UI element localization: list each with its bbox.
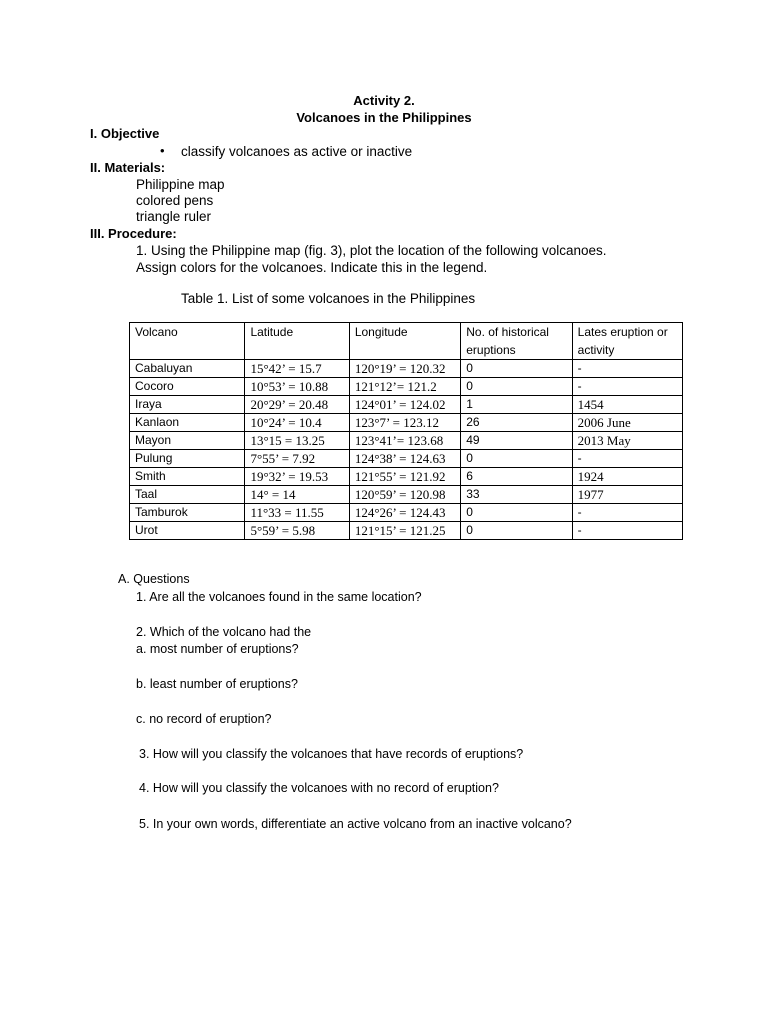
volcano-name: Cabaluyan <box>130 360 245 378</box>
longitude-cell: 124°01’ = 124.02 <box>349 396 460 414</box>
eruptions-cell: 49 <box>461 432 572 450</box>
table-header-row <box>130 323 683 360</box>
eruptions-cell: 26 <box>461 414 572 432</box>
table-row <box>130 396 683 414</box>
longitude-cell: 121°55’ = 121.92 <box>349 468 460 486</box>
longitude-cell: 120°19’ = 120.32 <box>349 360 460 378</box>
volcano-name: Mayon <box>130 432 245 450</box>
procedure-step-1: 1. Using the Philippine map (fig. 3), plot the location of the following volcanoes. <box>136 243 607 258</box>
latitude-cell: 14° = 14 <box>245 486 349 504</box>
questions-heading: A. Questions <box>118 572 190 586</box>
latitude-cell: 7°55’ = 7.92 <box>245 450 349 468</box>
question-4: 4. How will you classify the volcanoes with no record of eruption? <box>139 781 499 795</box>
volcano-name: Smith <box>130 468 245 486</box>
page-title: Volcanoes in the Philippines <box>296 110 472 125</box>
latest-eruption-cell: 2006 June <box>572 414 682 432</box>
question-2c: c. no record of eruption? <box>136 712 272 726</box>
latest-eruption-cell: - <box>572 522 682 540</box>
volcano-name: Taal <box>130 486 245 504</box>
eruptions-cell: 33 <box>461 486 572 504</box>
material-item: Philippine map <box>136 177 225 192</box>
material-item: triangle ruler <box>136 209 212 224</box>
latest-eruption-cell: 2013 May <box>572 432 682 450</box>
eruptions-cell: 0 <box>461 450 572 468</box>
latitude-cell: 11°33 = 11.55 <box>245 504 349 522</box>
volcano-name: Iraya <box>130 396 245 414</box>
longitude-cell: 124°26’ = 124.43 <box>349 504 460 522</box>
eruptions-cell: 0 <box>461 360 572 378</box>
latitude-cell: 10°24’ = 10.4 <box>245 414 349 432</box>
eruptions-cell: 0 <box>461 378 572 396</box>
volcano-name: Tamburok <box>130 504 245 522</box>
latitude-cell: 19°32’ = 19.53 <box>245 468 349 486</box>
volcano-name: Cocoro <box>130 378 245 396</box>
latest-eruption-cell: - <box>572 378 682 396</box>
table-row <box>130 450 683 468</box>
materials-heading: II. Materials: <box>90 160 166 175</box>
volcano-name: Pulung <box>130 450 245 468</box>
latitude-cell: 15°42’ = 15.7 <box>245 360 349 378</box>
eruptions-cell: 0 <box>461 522 572 540</box>
question-2: 2. Which of the volcano had the <box>136 625 312 639</box>
objective-item: classify volcanoes as active or inactive <box>181 144 413 159</box>
table-row <box>130 486 683 504</box>
table-row <box>130 504 683 522</box>
latest-eruption-cell: - <box>572 450 682 468</box>
table-row <box>130 414 683 432</box>
table-row <box>130 378 683 396</box>
bullet-icon: • <box>160 143 165 158</box>
column-header: Lates eruption or activity <box>572 323 682 360</box>
material-item: colored pens <box>136 193 214 208</box>
latitude-cell: 13°15 = 13.25 <box>245 432 349 450</box>
latest-eruption-cell: - <box>572 360 682 378</box>
table-row <box>130 360 683 378</box>
table-row <box>130 522 683 540</box>
question-1: 1. Are all the volcanoes found in the same location? <box>136 590 422 604</box>
longitude-cell: 123°41’= 123.68 <box>349 432 460 450</box>
question-2b: b. least number of eruptions? <box>136 677 298 691</box>
column-header: Volcano <box>130 323 245 360</box>
longitude-cell: 121°12’= 121.2 <box>349 378 460 396</box>
column-header: No. of historical eruptions <box>461 323 572 360</box>
procedure-heading: III. Procedure: <box>90 226 177 241</box>
objective-heading: I. Objective <box>90 126 160 141</box>
eruptions-cell: 1 <box>461 396 572 414</box>
latest-eruption-cell: 1977 <box>572 486 682 504</box>
procedure-step-1-cont: Assign colors for the volcanoes. Indicate this in the legend. <box>136 260 488 275</box>
table-caption: Table 1. List of some volcanoes in the Philippines <box>181 291 476 306</box>
latitude-cell: 5°59’ = 5.98 <box>245 522 349 540</box>
volcano-table <box>129 322 683 540</box>
eruptions-cell: 6 <box>461 468 572 486</box>
latest-eruption-cell: 1454 <box>572 396 682 414</box>
latest-eruption-cell: - <box>572 504 682 522</box>
latitude-cell: 20°29’ = 20.48 <box>245 396 349 414</box>
volcano-name: Urot <box>130 522 245 540</box>
latest-eruption-cell: 1924 <box>572 468 682 486</box>
table-row <box>130 468 683 486</box>
longitude-cell: 123°7’ = 123.12 <box>349 414 460 432</box>
longitude-cell: 124°38’ = 124.63 <box>349 450 460 468</box>
column-header: Longitude <box>349 323 460 360</box>
volcano-name: Kanlaon <box>130 414 245 432</box>
longitude-cell: 120°59’ = 120.98 <box>349 486 460 504</box>
column-header: Latitude <box>245 323 349 360</box>
question-5: 5. In your own words, differentiate an active volcano from an inactive volcano? <box>139 817 572 831</box>
eruptions-cell: 0 <box>461 504 572 522</box>
latitude-cell: 10°53’ = 10.88 <box>245 378 349 396</box>
table-row <box>130 432 683 450</box>
activity-number: Activity 2. <box>353 93 415 108</box>
longitude-cell: 121°15’ = 121.25 <box>349 522 460 540</box>
question-2a: a. most number of eruptions? <box>136 642 299 656</box>
question-3: 3. How will you classify the volcanoes that have records of eruptions? <box>139 747 524 761</box>
